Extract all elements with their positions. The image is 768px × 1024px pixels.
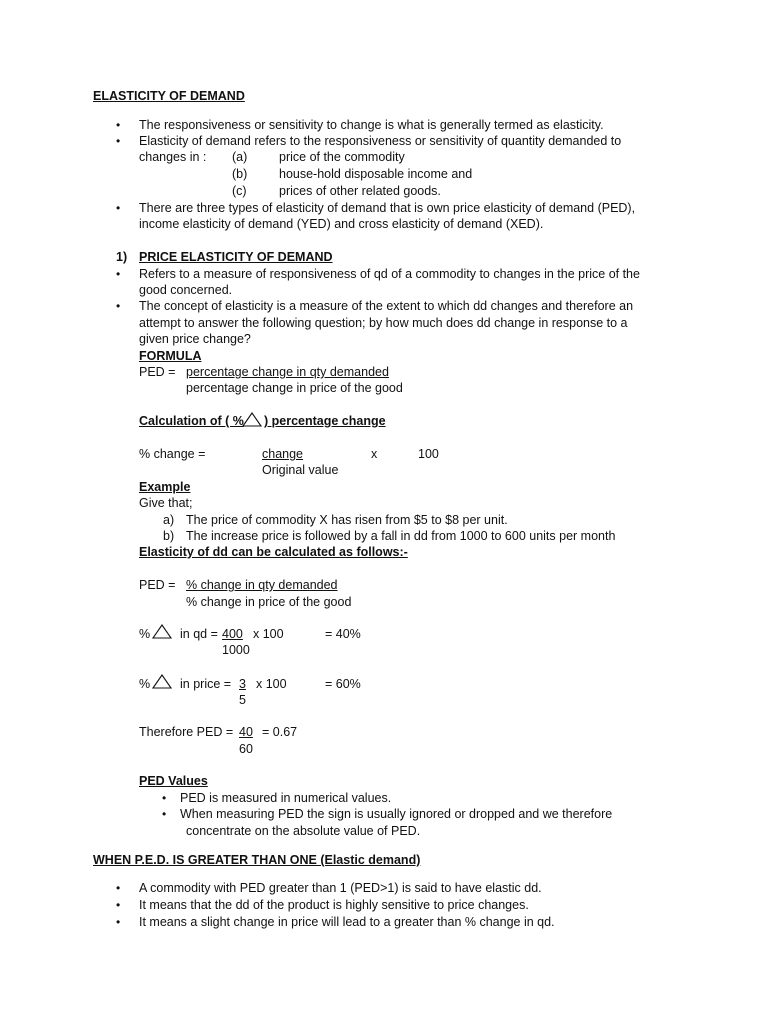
ped-values-bullet-2-line-1: When measuring PED the sign is usually ignored or dropped and we therefore — [180, 807, 613, 821]
bullet: • — [116, 299, 121, 313]
intro-bullet-2-line-2: changes in : — [139, 150, 207, 164]
example-label: Example — [139, 480, 191, 494]
example-item: The price of commodity X has risen from $5 to $8 per unit. — [186, 513, 508, 527]
formula-numerator: percentage change in qty demanded — [186, 365, 389, 379]
list-label: (c) — [232, 184, 247, 198]
pct-change-denominator: Original value — [262, 463, 339, 477]
example-item-label: a) — [163, 513, 175, 527]
elastic-bullet-3: It means a slight change in price will lead to a greater than % change in qd. — [139, 915, 555, 929]
bullet: • — [116, 134, 121, 148]
bullet: • — [162, 791, 167, 805]
ped-bullet-1-line-2: good concerned. — [139, 283, 233, 297]
therefore-lhs: Therefore PED = — [139, 725, 234, 739]
therefore-result: = 0.67 — [262, 725, 298, 739]
formula-label: FORMULA — [139, 349, 202, 363]
elastic-bullet-2: It means that the dd of the product is highly sensitive to price changes. — [139, 898, 529, 912]
delta-triangle-icon — [151, 673, 173, 689]
elastic-heading: WHEN P.E.D. IS GREATER THAN ONE (Elastic demand) — [93, 853, 421, 867]
qd-label: in qd = — [180, 627, 218, 641]
bullet: • — [116, 118, 121, 132]
intro-bullet-2-line-1: Elasticity of demand refers to the responsiveness or sensitivity of quantity demanded to — [139, 134, 622, 148]
price-pct-sign: % — [139, 677, 151, 691]
pct-change-lhs: % change = — [139, 447, 206, 461]
price-denominator: 5 — [239, 693, 246, 707]
price-label: in price = — [180, 677, 232, 691]
ped-values-bullet-1: PED is measured in numerical values. — [180, 791, 392, 805]
bullet: • — [116, 881, 121, 895]
delta-triangle-icon — [151, 623, 173, 639]
ped-bullet-1-line-1: Refers to a measure of responsiveness of qd of a commodity to changes in the price of the — [139, 267, 640, 281]
qd-times-100: x 100 — [253, 627, 284, 641]
ped-bullet-2-line-3: given price change? — [139, 332, 251, 346]
ped-values-bullet-2-line-2: concentrate on the absolute value of PED. — [186, 824, 421, 838]
example-item: The increase price is followed by a fall in dd from 1000 to 600 units per month — [186, 529, 616, 543]
qd-denominator: 1000 — [222, 643, 250, 657]
bullet: • — [162, 807, 167, 821]
delta-triangle-icon — [241, 411, 263, 427]
elastic-bullet-1: A commodity with PED greater than 1 (PED>1) is said to have elastic dd. — [139, 881, 542, 895]
example-item-label: b) — [163, 529, 175, 543]
given-text: Give that; — [139, 496, 193, 510]
list-item: prices of other related goods. — [279, 184, 441, 198]
qd-pct-sign: % — [139, 627, 151, 641]
calc-heading-part-2: ) percentage change — [264, 414, 386, 428]
list-item: price of the commodity — [279, 150, 405, 164]
pct-change-numerator: change — [262, 447, 304, 461]
bullet: • — [116, 898, 121, 912]
formula-lhs: PED = — [139, 365, 176, 379]
document-title: ELASTICITY OF DEMAND — [93, 89, 245, 103]
ped-bullet-2-line-2: attempt to answer the following question; by how much does dd change in response to a — [139, 316, 628, 330]
ped-formula-lhs: PED = — [139, 578, 176, 592]
pct-change-100: 100 — [418, 447, 439, 461]
bullet: • — [116, 267, 121, 281]
intro-bullet-3-line-1: There are three types of elasticity of demand that is own price elasticity of demand (PED), — [139, 201, 636, 215]
therefore-numerator: 40 — [239, 725, 253, 739]
list-label: (a) — [232, 150, 248, 164]
intro-bullet-3-line-2: income elasticity of demand (YED) and cross elasticity of demand (XED). — [139, 217, 544, 231]
price-result: = 60% — [325, 677, 361, 691]
bullet: • — [116, 915, 121, 929]
section-number: 1) — [116, 250, 128, 264]
therefore-denominator: 60 — [239, 742, 253, 756]
list-item: house-hold disposable income and — [279, 167, 473, 181]
qd-numerator: 400 — [222, 627, 243, 641]
list-label: (b) — [232, 167, 248, 181]
calc-heading-part-1: Calculation of ( % — [139, 414, 244, 428]
intro-bullet-1: The responsiveness or sensitivity to change is what is generally termed as elasticity. — [139, 118, 604, 132]
ped-values-heading: PED Values — [139, 774, 208, 788]
ped-formula-numerator: % change in qty demanded — [186, 578, 338, 592]
section-heading: PRICE ELASTICITY OF DEMAND — [139, 250, 333, 264]
price-times-100: x 100 — [256, 677, 287, 691]
ped-bullet-2-line-1: The concept of elasticity is a measure of the extent to which dd changes and therefore an — [139, 299, 634, 313]
calc-follows-heading: Elasticity of dd can be calculated as follows:- — [139, 545, 408, 559]
formula-denominator: percentage change in price of the good — [186, 381, 403, 395]
qd-result: = 40% — [325, 627, 361, 641]
price-numerator: 3 — [239, 677, 246, 691]
bullet: • — [116, 201, 121, 215]
ped-formula-denominator: % change in price of the good — [186, 595, 352, 609]
pct-change-times: x — [371, 447, 378, 461]
